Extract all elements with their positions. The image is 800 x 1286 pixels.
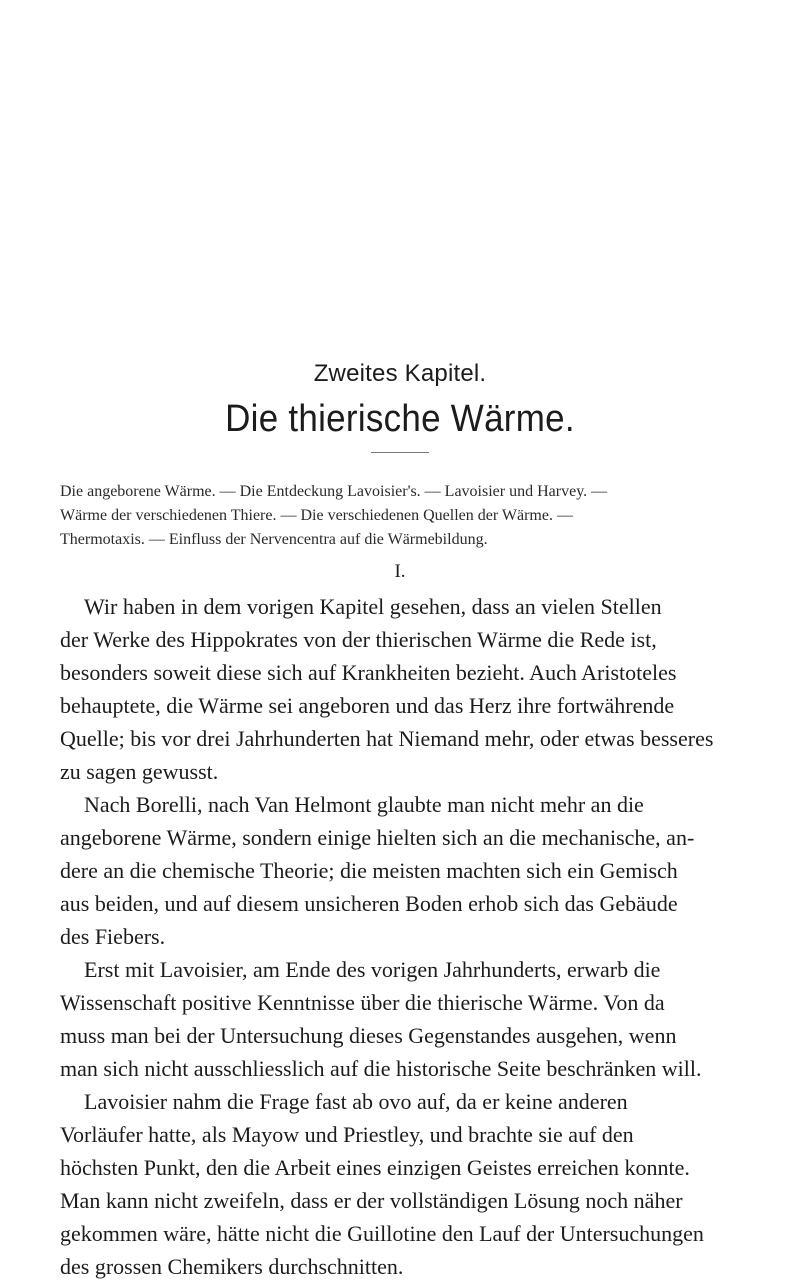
paragraph-line: Man kann nicht zweifeln, dass er der vollständigen Lösung noch näher: [60, 1188, 683, 1213]
paragraph-line: besonders soweit diese sich auf Krankheiten bezieht. Auch Aristoteles: [60, 660, 677, 685]
chapter-summary: [60, 480, 744, 552]
paragraph-line: Nach Borelli, nach Van Helmont glaubte man nicht mehr an die: [84, 792, 644, 817]
summary-line: Die angeborene Wärme. — Die Entdeckung Lavoisier's. — Lavoisier und Harvey. —: [60, 483, 608, 500]
summary-line: Wärme der verschiedenen Thiere. — Die verschiedenen Quellen der Wärme. —: [60, 507, 573, 524]
body-text: [60, 590, 750, 1283]
paragraph-line: Quelle; bis vor drei Jahrhunderten hat Niemand mehr, oder etwas besseres: [60, 726, 714, 751]
paragraph-line: Wir haben in dem vorigen Kapitel gesehen, dass an vielen Stellen: [84, 594, 662, 619]
paragraph-line: angeborene Wärme, sondern einige hielten sich an die mechanische, an-: [60, 825, 695, 850]
paragraph-line: des grossen Chemikers durchschnitten.: [60, 1254, 404, 1279]
paragraph-line: Erst mit Lavoisier, am Ende des vorigen Jahrhunderts, erwarb die: [84, 957, 661, 982]
paragraph-line: der Werke des Hippokrates von der thierischen Wärme die Rede ist,: [60, 627, 657, 652]
paragraph-line: zu sagen gewusst.: [60, 759, 219, 784]
paragraph-line: Wissenschaft positive Kenntnisse über die thierische Wärme. Von da: [60, 990, 665, 1015]
paragraph-line: muss man bei der Untersuchung dieses Gegenstandes ausgehen, wenn: [60, 1023, 677, 1048]
paragraph-line: dere an die chemische Theorie; die meisten machten sich ein Gemisch: [60, 858, 678, 883]
paragraph-line: des Fiebers.: [60, 924, 166, 949]
section-number: I.: [394, 561, 406, 582]
paragraph-line: gekommen wäre, hätte nicht die Guillotine den Lauf der Untersuchungen: [60, 1221, 704, 1246]
paragraph-line: aus beiden, und auf diesem unsicheren Boden erhob sich das Gebäude: [60, 891, 678, 916]
paragraph-line: höchsten Punkt, den die Arbeit eines einzigen Geistes erreichen konnte.: [60, 1155, 690, 1180]
paragraph-line: behauptete, die Wärme sei angeboren und das Herz ihre fortwährende: [60, 693, 675, 718]
paragraph-line: Lavoisier nahm die Frage fast ab ovo auf, da er keine anderen: [84, 1089, 628, 1114]
paragraph-line: man sich nicht ausschliesslich auf die historische Seite beschränken will.: [60, 1056, 702, 1081]
summary-line: Thermotaxis. — Einfluss der Nervencentra auf die Wärmebildung.: [60, 531, 488, 548]
paragraph-line: Vorläufer hatte, als Mayow und Priestley, und brachte sie auf den: [60, 1122, 634, 1147]
chapter-title: Die thierische Wärme.: [225, 398, 575, 440]
chapter-label: Zweites Kapitel.: [313, 360, 487, 387]
title-divider: [371, 452, 429, 453]
